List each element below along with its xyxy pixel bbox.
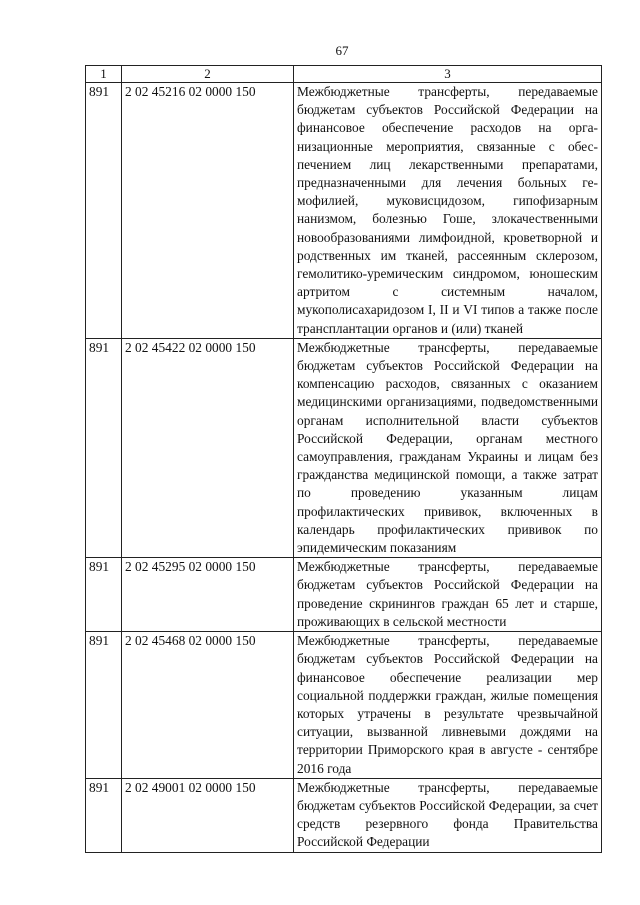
admin-code-cell: 891 — [86, 338, 122, 557]
budget-codes-table — [85, 65, 602, 853]
admin-code-cell: 891 — [86, 558, 122, 632]
page-number: 67 — [335, 43, 349, 58]
budget-code-cell: 2 02 45216 02 0000 150 — [122, 83, 294, 339]
income-name-cell: Межбюджетные трансферты, передаваемые бюджетам субъектов Российской Федерации на проведение скринингов граждан 65 лет и старше, проживающих в сельской местности — [294, 558, 602, 632]
admin-code-cell: 891 — [86, 83, 122, 339]
table-row — [86, 83, 602, 339]
income-name-cell: Межбюджетные трансферты, передаваемые бюджетам субъектов Российской Федерации на финансовое обеспечение расходов на организационные мероприятия, связанные с обеспечением лиц лекарственными препаратами, предназначенными для лечения больных гемофилией, муковисцидозом, гипофизарным нанизмом, болезнью Гоше, злокачественными новообразованиями лимфоидной, кроветворной и родственных им тканей, рассеянным склерозом, гемолитико-уремическим синдромом, юношеским артритом с системным началом, мукополисахаридозом I, II и VI типов а также после трансплантации органов и (или) тканей — [294, 83, 602, 339]
budget-code-cell: 2 02 49001 02 0000 150 — [122, 778, 294, 852]
admin-code-cell: 891 — [86, 778, 122, 852]
table-row — [86, 558, 602, 632]
income-name-cell: Межбюджетные трансферты, передаваемые бюджетам субъектов Российской Федерации на финансовое обеспечение реализации мер социальной поддержки граждан, жилые помещения которых утрачены в результате чрезвычайной ситуации, вызванной ливневыми дождями на территории Приморского края в августе - сентябре 2016 года — [294, 632, 602, 779]
table-header-row — [86, 66, 602, 83]
table-row — [86, 778, 602, 852]
table-row — [86, 338, 602, 557]
column-header-2: 2 — [122, 66, 294, 83]
admin-code-cell: 891 — [86, 632, 122, 779]
income-name-cell: Межбюджетные трансферты, передаваемые бюджетам субъектов Российской Федерации на компенсацию расходов, связанных с оказанием медицинскими организациями, подведомственными органам исполнительной власти субъектов Российской Федерации, органам местного самоуправления, гражданам Украины и лицам без гражданства медицинской помощи, а также затрат по проведению указанным лицам профилактических прививок, включенных в календарь профилактических прививок по эпидемическим показаниям — [294, 338, 602, 557]
budget-code-cell: 2 02 45422 02 0000 150 — [122, 338, 294, 557]
table-row — [86, 632, 602, 779]
column-header-1: 1 — [86, 66, 122, 83]
income-name-cell: Межбюджетные трансферты, передаваемые бюджетам субъектов Российской Федерации, за счет средств резервного фонда Правительства Российской Федерации — [294, 778, 602, 852]
budget-code-cell: 2 02 45468 02 0000 150 — [122, 632, 294, 779]
column-header-3: 3 — [294, 66, 602, 83]
budget-code-cell: 2 02 45295 02 0000 150 — [122, 558, 294, 632]
